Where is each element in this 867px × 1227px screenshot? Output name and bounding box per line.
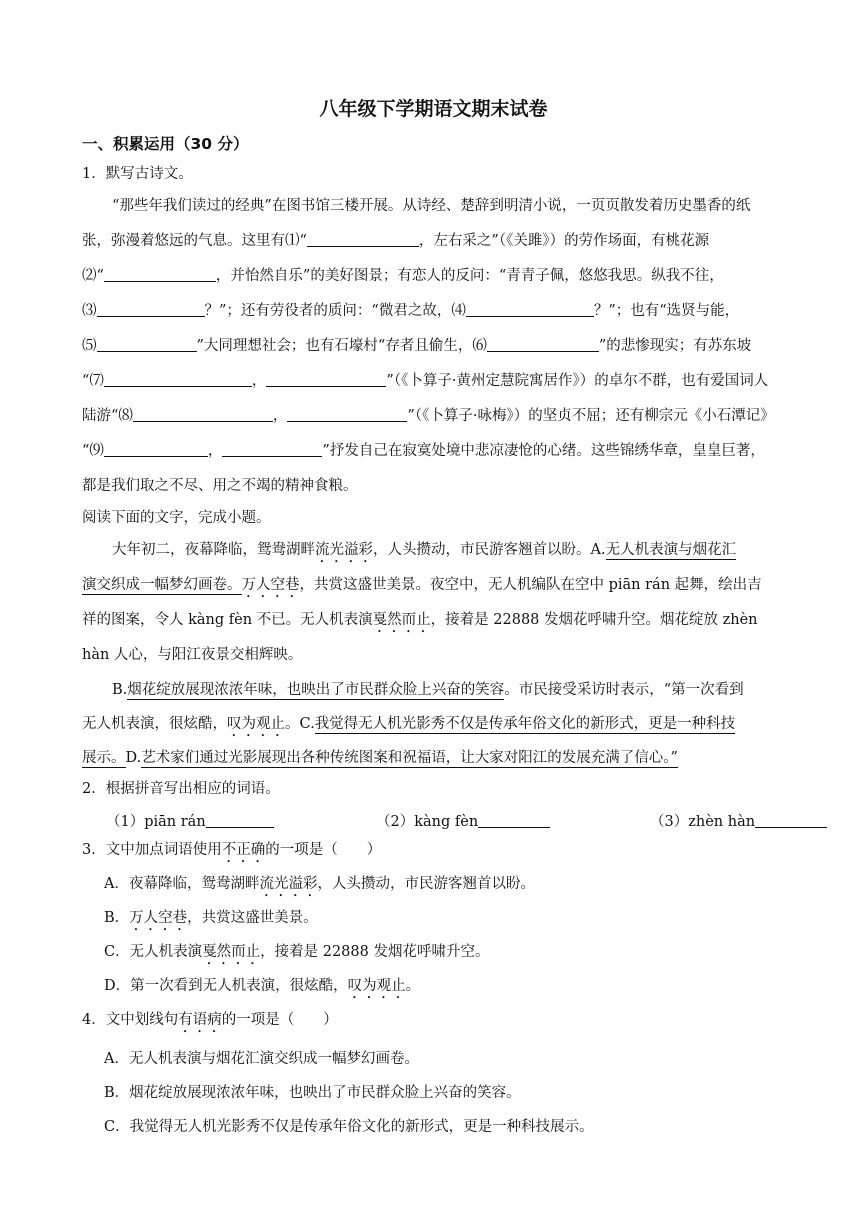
- q1-text: ”（《卜算子·黄州定慧院寓居作》）的卓尔不群，也有爱国词人: [386, 373, 769, 389]
- reading-intro: 阅读下面的文字，完成小题。: [82, 510, 271, 526]
- passage-line-3: [82, 608, 758, 636]
- q1-line-5: [82, 334, 751, 355]
- q3-stem: [82, 838, 381, 866]
- q4-option-a[interactable]: A．无人机表演与烟花汇演交织成一幅梦幻画卷。: [104, 1051, 419, 1067]
- option-text: 。: [405, 978, 421, 994]
- underlined-sentence-a: 演交织成一幅梦幻画卷。: [82, 577, 242, 593]
- q1-text: ，: [272, 408, 288, 424]
- emphasized-word: 万人空巷: [241, 577, 300, 593]
- blank-7a[interactable]: [104, 372, 252, 388]
- option-text: D．第一次看到无人机表演，很炫酷，: [104, 978, 348, 994]
- q1-text: ，并怡然自乐”的美好图景；有恋人的反问：“青青子佩，悠悠我思。纵我不往，: [215, 268, 724, 284]
- passage-line-1: [112, 538, 736, 566]
- option-text: B．: [104, 910, 130, 926]
- q1-text: ⑶: [82, 303, 97, 319]
- q2-pinyin: （1）piān rán: [106, 814, 206, 830]
- emphasized-word: 万人空巷: [129, 910, 188, 926]
- q4-option-b[interactable]: B．烟花绽放展现浓浓年味，也映出了市民群众脸上兴奋的笑容。: [104, 1085, 521, 1101]
- q1-text: ？”；也有“选贤与能，: [593, 303, 740, 319]
- q4-text: 4．文中划线句: [82, 1012, 179, 1028]
- blank-2[interactable]: [104, 267, 216, 283]
- blank-8a[interactable]: [133, 407, 273, 423]
- q1-text: ”大同理想社会；也有石壕村“存者且偷生，⑹: [196, 338, 487, 354]
- q2-stem: 2．根据拼音写出相应的词语。: [82, 781, 280, 797]
- passage-line-2: [82, 573, 762, 601]
- q1-text: ，: [207, 443, 223, 459]
- q1-line-4: [82, 299, 739, 320]
- passage-text: 无人机表演，很炫酷，: [82, 716, 227, 732]
- emphasized-word: 不正确: [221, 842, 266, 858]
- section-heading: 一、积累运用（30 分）: [82, 135, 249, 153]
- q2-pinyin: （3）zhèn hàn: [650, 814, 756, 830]
- q1-text: 张，弥漫着悠远的气息。这里有⑴“: [82, 233, 307, 249]
- answer-blank[interactable]: [478, 813, 550, 829]
- q1-text: ”（《卜算子·咏梅》）的坚贞不屈；还有柳宗元《小石潭记》: [407, 408, 775, 424]
- blank-3[interactable]: [97, 302, 205, 318]
- option-text: C．无人机表演: [104, 944, 203, 960]
- q2-item-1: [106, 810, 274, 831]
- underlined-sentence-a: 无人机表演与烟花汇: [605, 542, 737, 558]
- q1-text: ⑵“: [82, 268, 104, 284]
- q1-line-9: 都是我们取之不尽、用之不竭的精神食粮。: [82, 478, 358, 494]
- q4-option-c[interactable]: C．我觉得无人机光影秀不仅是传承年俗文化的新形式，更是一种科技展示。: [104, 1119, 594, 1135]
- option-text: ，共赏这盛世美景。: [187, 910, 318, 926]
- q3-option-c[interactable]: [104, 940, 489, 968]
- passage-text: ，人头攒动，市民游客翘首以盼。A.: [373, 542, 606, 558]
- q1-stem: 1．默写古诗文。: [82, 166, 193, 182]
- passage-text: 大年初二，夜幕降临，鸳鸯湖畔: [112, 542, 315, 558]
- answer-blank[interactable]: [206, 813, 274, 829]
- q3-text: 的一项是（ ）: [265, 842, 382, 858]
- passage-text: B.: [112, 682, 128, 698]
- q3-text: 3．文中加点词语使用: [82, 842, 222, 858]
- q1-text: ，: [251, 373, 267, 389]
- underlined-sentence-c: 我觉得无人机光影秀不仅是传承年俗文化的新形式，更是一种科技: [314, 716, 736, 732]
- passage-line-5: [112, 678, 744, 699]
- underlined-sentence-b: 烟花绽放展现浓浓年味，也映出了市民群众脸上兴奋的笑容: [127, 682, 505, 698]
- q2-item-2: [376, 810, 550, 831]
- q1-text: ”的悲惨现实；有苏东坡: [598, 338, 752, 354]
- blank-7b[interactable]: [266, 372, 386, 388]
- q1-line-2: [82, 229, 709, 250]
- q1-text: ⑸: [82, 338, 97, 354]
- passage-line-4: hàn 人心，与阳江夜景交相辉映。: [82, 647, 303, 663]
- emphasized-word: 戛然而止: [372, 612, 431, 628]
- passage-text: 祥的图案，令人 kàng fèn 不已。无人机表演: [82, 612, 373, 628]
- q1-line-7: [82, 404, 775, 425]
- q1-text: “⑺: [82, 373, 104, 389]
- q3-option-a[interactable]: [104, 872, 535, 900]
- blank-8b[interactable]: [287, 407, 407, 423]
- passage-text: 。C.: [285, 716, 315, 732]
- q3-option-b[interactable]: [104, 906, 318, 934]
- answer-blank[interactable]: [755, 813, 827, 829]
- q4-stem: [82, 1008, 338, 1036]
- passage-text: D.: [125, 750, 142, 766]
- passage-line-7: [82, 746, 678, 767]
- emphasized-word: 戛然而止: [202, 944, 261, 960]
- blank-9a[interactable]: [104, 442, 208, 458]
- q2-pinyin: （2）kàng fèn: [376, 814, 479, 830]
- emphasized-word: 叹为观止: [227, 716, 285, 732]
- emphasized-word: 有语病: [178, 1012, 222, 1028]
- q1-text: ，左右采之”（《关雎》）的劳作场面，有桃花源: [418, 233, 710, 249]
- q1-text: 陆游“⑻: [82, 408, 133, 424]
- blank-4[interactable]: [466, 302, 594, 318]
- blank-1[interactable]: [307, 232, 419, 248]
- option-text: A．夜幕降临，鸳鸯湖畔: [104, 876, 260, 892]
- underlined-sentence-d: 艺术家们通过光影展现出各种传统图案和祝福语，让大家对阳江的发展充满了信心。”: [141, 750, 678, 766]
- emphasized-word: 流光溢彩: [315, 542, 373, 558]
- q3-option-d[interactable]: [104, 974, 420, 1002]
- passage-line-6: [82, 712, 735, 740]
- exam-title: 八年级下学期语文期末试卷: [319, 98, 548, 120]
- emphasized-word: 流光溢彩: [259, 876, 318, 892]
- q1-line-6: [82, 369, 768, 390]
- q1-line-8: [82, 439, 765, 460]
- blank-9b[interactable]: [222, 442, 322, 458]
- q1-text: ？”；还有劳役者的质问：“微君之故，⑷: [204, 303, 466, 319]
- option-text: ，人头攒动，市民游客翘首以盼。: [317, 876, 535, 892]
- passage-text: 。市民接受采访时表示，“第一次看到: [504, 682, 744, 698]
- q4-text: 的一项是（ ）: [221, 1012, 338, 1028]
- blank-5[interactable]: [97, 337, 197, 353]
- blank-6[interactable]: [487, 337, 599, 353]
- passage-text: ，共赏这盛世美景。夜空中，无人机编队在空中 piān rán 起舞，绘出吉: [299, 577, 762, 593]
- q1-line-3: [82, 264, 724, 285]
- passage-text: ，接着是 22888 发烟花呼啸升空。烟花绽放 zhèn: [430, 612, 758, 628]
- underlined-sentence-c: 展示。: [82, 750, 126, 766]
- q1-line-1: “那些年我们读过的经典”在图书馆三楼开展。从诗经、楚辞到明清小说，一页页散发着历史墨香的纸: [112, 198, 751, 214]
- q1-text: “⑼: [82, 443, 104, 459]
- option-text: ，接着是 22888 发烟花呼啸升空。: [260, 944, 490, 960]
- q2-item-3: [650, 810, 827, 831]
- q1-text: ”抒发自己在寂寞处境中悲凉凄怆的心绪。这些锦绣华章，皇皇巨著，: [322, 443, 765, 459]
- emphasized-word: 叹为观止: [347, 978, 406, 994]
